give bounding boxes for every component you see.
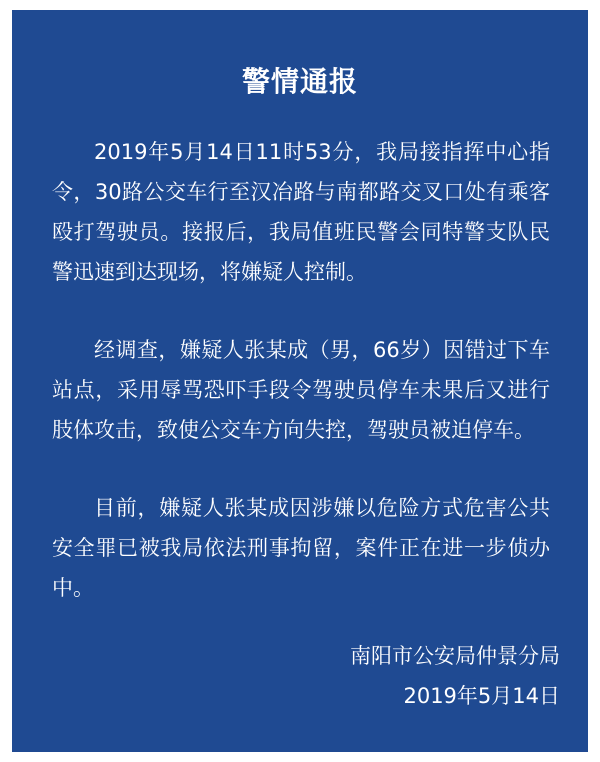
notice-paragraph-2: 经调查，嫌疑人张某成（男，66岁）因错过下车站点，采用辱骂恐吓手段令驾驶员停车未果后又进行肢体攻击，致使公交车方向失控，驾驶员被迫停车。	[52, 338, 550, 442]
notice-paragraph-3: 目前，嫌疑人张某成因涉嫌以危险方式危害公共安全罪已被我局依法刑事拘留，案件正在进一步侦办中。	[52, 496, 550, 600]
notice-title: 警情通报	[241, 65, 358, 98]
issuer-name: 南阳市公安局仲景分局	[350, 644, 560, 668]
notice-body	[52, 132, 550, 646]
notice-signature	[350, 636, 560, 716]
notice-paragraph-1: 2019年5月14日11时53分，我局接指挥中心指令，30路公交车行至汉冶路与南都路交叉口处有乘客殴打驾驶员。接报后，我局值班民警会同特警支队民警迅速到达现场，将嫌疑人控制。	[52, 140, 550, 284]
notice-panel	[12, 10, 588, 752]
issue-date: 2019年5月14日	[403, 684, 560, 708]
